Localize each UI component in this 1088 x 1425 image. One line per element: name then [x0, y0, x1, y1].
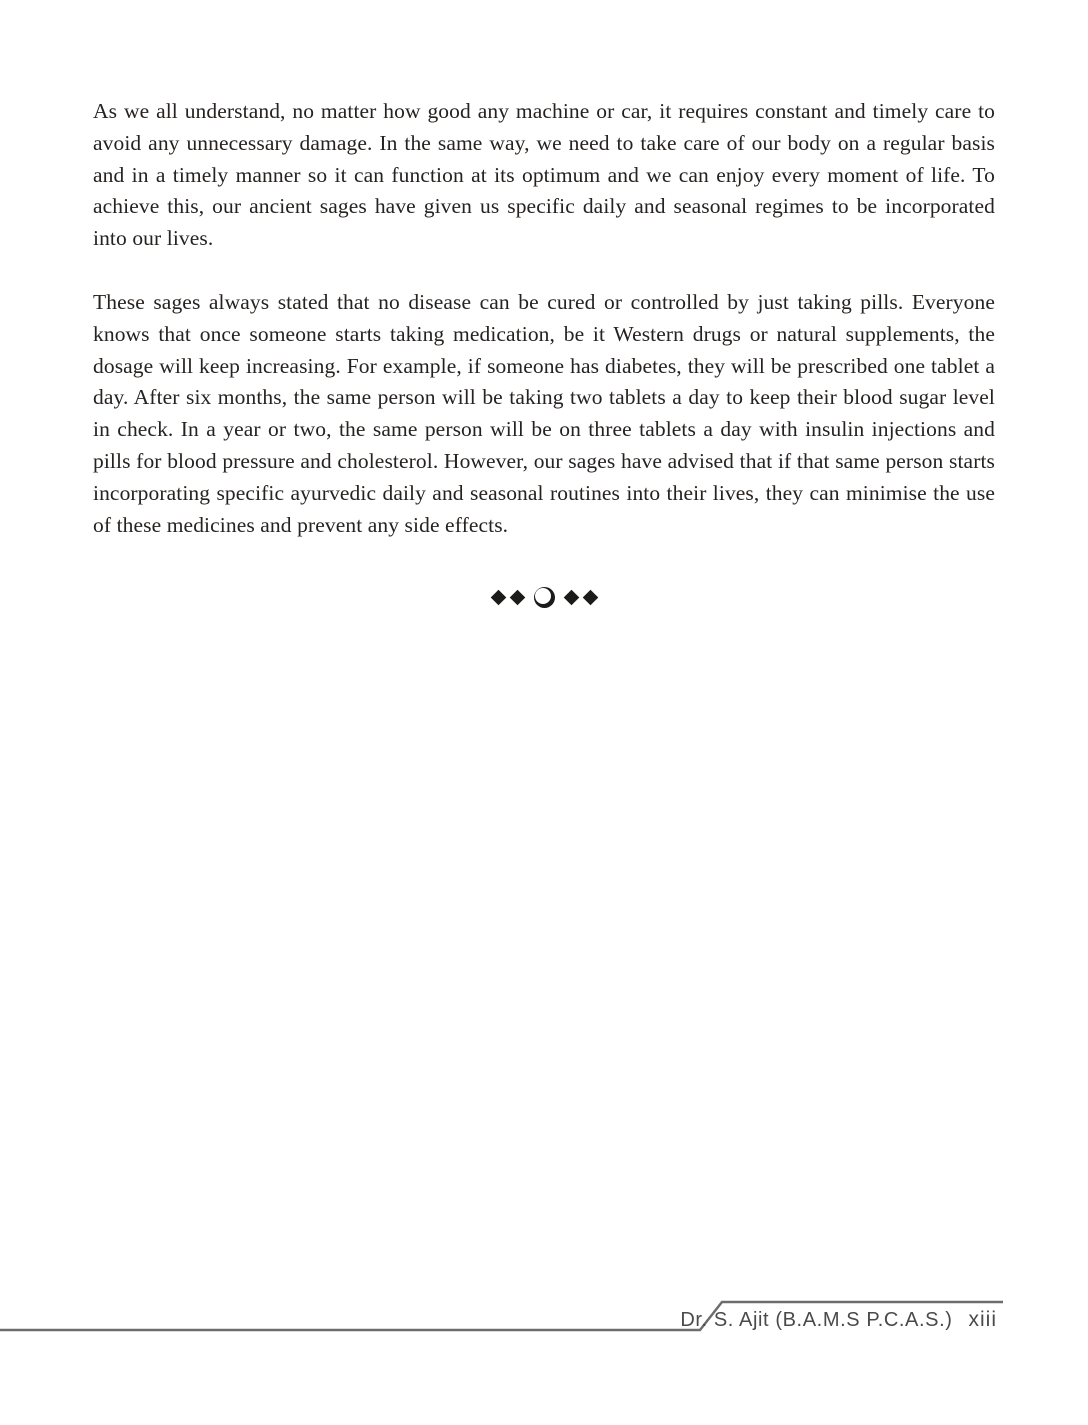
- diamond-ornament-icon: [563, 590, 579, 606]
- paragraph-2: These sages always stated that no disease can be cured or controlled by just taking pills. Everyone knows that once someone starts taking medication, be it Western drugs or natural supplements, the dosage will keep increasing. For example, if someone has diabetes, they will be prescribed one tablet a day. After six months, the same person will be taking two tablets a day to keep their blood sugar level in check. In a year or two, the same person will be on three tablets a day with insulin injections and pills for blood pressure and cholesterol. However, our sages have advised that if that same person starts incorporating specific ayurvedic daily and seasonal routines into their lives, they can minimise the use of these medicines and prevent any side effects.: [93, 289, 995, 537]
- paragraph-1: As we all understand, no matter how good any machine or car, it requires constant and timely care to avoid any unnecessary damage. In the same way, we need to take care of our body on a regular basis and in a timely manner so it can function at its optimum and we can enjoy every moment of life. To achieve this, our ancient sages have given us specific daily and seasonal regimes to be incorporated into our lives.: [93, 99, 995, 251]
- author-credit: Dr. S. Ajit (B.A.M.S P.C.A.S.): [680, 1309, 953, 1331]
- diamond-ornament-icon: [490, 590, 506, 606]
- diamond-ornament-icon: [582, 590, 598, 606]
- footer-text: [680, 1308, 997, 1332]
- section-divider: [93, 587, 995, 608]
- crescent-circle-ornament-icon: [534, 587, 555, 608]
- diamond-ornament-icon: [509, 590, 525, 606]
- page-content: [93, 96, 995, 608]
- page-number: xiii: [968, 1308, 997, 1331]
